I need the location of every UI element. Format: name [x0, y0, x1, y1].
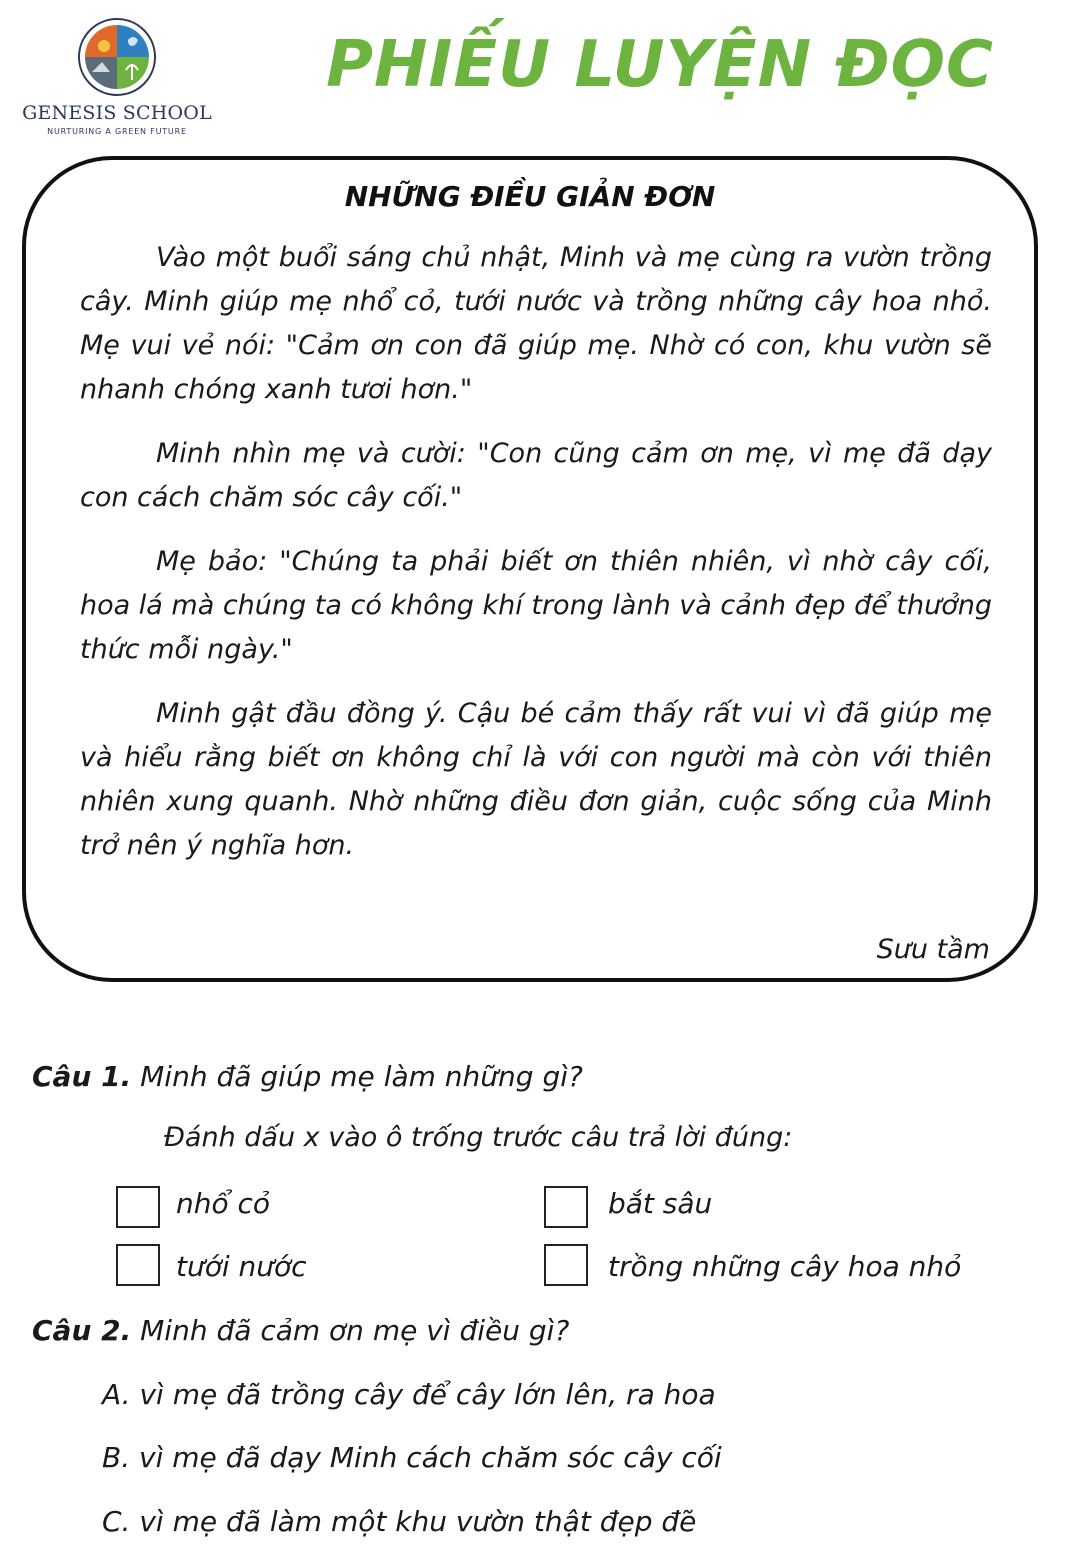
checkbox-option-4[interactable] [544, 1244, 588, 1286]
option-label: nhổ cỏ [176, 1187, 271, 1220]
story-body [80, 236, 992, 888]
sheet-title: PHIẾU LUYỆN ĐỌC [326, 28, 994, 102]
story-paragraph: Minh nhìn mẹ và cười: "Con cũng cảm ơn mẹ, vì mẹ đã dạy con cách chăm sóc cây cối." [80, 438, 992, 513]
school-tagline: NURTURING A GREEN FUTURE [47, 127, 187, 136]
checkbox-option-3[interactable] [116, 1244, 160, 1286]
option-label: tưới nước [176, 1250, 307, 1283]
option-label: trồng những cây hoa nhỏ [608, 1250, 962, 1283]
answer-choice-b[interactable]: B. vì mẹ đã dạy Minh cách chăm sóc cây cối [102, 1441, 722, 1474]
answer-choice-c[interactable]: C. vì mẹ đã làm một khu vườn thật đẹp đẽ [102, 1505, 697, 1538]
option-label: bắt sâu [608, 1187, 713, 1220]
school-logo-icon [76, 16, 158, 98]
question-1-text: Minh đã giúp mẹ làm những gì? [131, 1060, 583, 1093]
answer-choice-a[interactable]: A. vì mẹ đã trồng cây để cây lớn lên, ra hoa [102, 1378, 716, 1411]
header [0, 0, 1080, 150]
question-1-label: Câu 1. [32, 1060, 132, 1093]
story-source: Sưu tầm [876, 934, 990, 965]
story-title: NHỮNG ĐIỀU GIẢN ĐƠN [344, 180, 716, 213]
story-box [22, 156, 1038, 982]
school-name: GENESIS SCHOOL [22, 102, 212, 124]
question-2-text: Minh đã cảm ơn mẹ vì điều gì? [131, 1314, 570, 1347]
question-2 [32, 1314, 569, 1347]
story-paragraph: Vào một buổi sáng chủ nhật, Minh và mẹ cùng ra vườn trồng cây. Minh giúp mẹ nhổ cỏ, tưới nước và trồng những cây hoa nhỏ. Mẹ vui vẻ nói: "Cảm ơn con đã giúp mẹ. Nhờ có con, khu vườn sẽ nhanh chóng xanh tươi hơn." [80, 242, 992, 405]
question-1-instruction: Đánh dấu x vào ô trống trước câu trả lời đúng: [164, 1122, 793, 1153]
checkbox-option-2[interactable] [544, 1186, 588, 1228]
question-1 [32, 1060, 583, 1093]
question-2-label: Câu 2. [32, 1314, 132, 1347]
checkbox-option-1[interactable] [116, 1186, 160, 1228]
story-paragraph: Mẹ bảo: "Chúng ta phải biết ơn thiên nhiên, vì nhờ cây cối, hoa lá mà chúng ta có không khí trong lành và cảnh đẹp để thưởng thức mỗi ngày." [80, 546, 992, 665]
story-paragraph: Minh gật đầu đồng ý. Cậu bé cảm thấy rất vui vì đã giúp mẹ và hiểu rằng biết ơn không chỉ là với con người mà còn với thiên nhiên xung quanh. Nhờ những điều đơn giản, cuộc sống của Minh trở nên ý nghĩa hơn. [80, 698, 992, 861]
